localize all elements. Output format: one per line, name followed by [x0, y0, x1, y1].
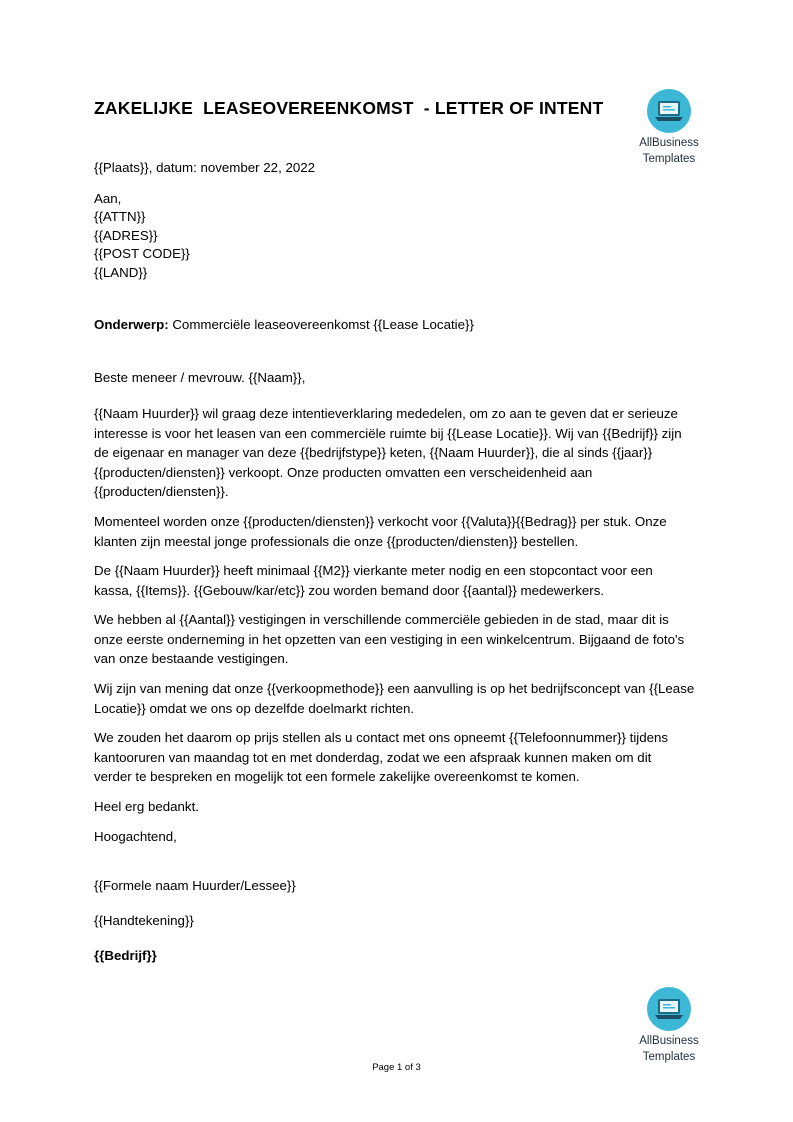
recipient-line: Aan, — [94, 191, 122, 206]
recipient-line: {{LAND}} — [94, 264, 148, 280]
paragraph-5: Wij zijn van mening dat onze {{verkoopmethode}} een aanvulling is op het bedrijfsconcept van {{Lease Locatie}} omdat we ons op dezelfde doelmarkt richten. — [94, 681, 695, 716]
allbusiness-logo-footer — [631, 986, 707, 1064]
recipient-line: {{POST CODE}} — [94, 246, 190, 262]
document-title: ZAKELIJKE LEASEOVEREENKOMST - LETTER OF INTENT — [94, 98, 604, 118]
logo-text-line1: AllBusiness — [639, 1035, 699, 1047]
recipient-line: {{ATTN}} — [94, 209, 146, 225]
paragraph-2: Momenteel worden onze {{producten/diensten}} verkocht voor {{Valuta}}{{Bedrag}} per stuk. Onze klanten zijn meestal jonge professionals die onze {{producten/diensten}} bestellen. — [94, 514, 667, 549]
laptop-icon — [646, 986, 692, 1032]
allbusiness-logo — [631, 88, 707, 166]
paragraph-3: De {{Naam Huurder}} heeft minimaal {{M2}} vierkante meter nodig en een stopcontact voor een kassa, {{Items}}. {{Gebouw/kar/etc}} zou worden bemand door {{aantal}} medewerkers. — [94, 563, 653, 598]
subject-label: Onderwerp: — [94, 317, 169, 332]
paragraph-1: {{Naam Huurder}} wil graag deze intentieverklaring mededelen, om zo aan te geven dat er serieuze interesse is voor het leasen van een commerciële ruimte bij {{Lease Locatie}}. Wij van {{Bedrijf}} zijn de eigenaar en manager van deze {{bedrijfstype}} keten, {{Naam Huurder}}, die al sinds {{jaar}} {{producten/diensten}} verkoopt. Onze producten omvatten een verscheidenheid aan {{producten/diensten}}. — [94, 406, 682, 499]
laptop-icon — [646, 88, 692, 134]
subject-line — [94, 315, 714, 335]
logo-text-line2: Templates — [642, 153, 696, 165]
place-date: {{Plaats}}, datum: november 22, 2022 — [94, 160, 316, 175]
logo-text-line1: AllBusiness — [639, 137, 699, 149]
logo-text-line2: Templates — [642, 1051, 696, 1063]
recipient-block — [94, 190, 714, 282]
signature-placeholder: {{Handtekening}} — [94, 913, 194, 928]
salutation: Beste meneer / mevrouw. {{Naam}}, — [94, 370, 306, 385]
paragraph-6: We zouden het daarom op prijs stellen als u contact met ons opneemt {{Telefoonnummer}} tijdens kantooruren van maandag tot en met donderdag, zodat we een afspraak kunnen maken om dit verder te bespreken en mogelijk tot een formele zakelijke overeenkomst te komen. — [94, 730, 669, 784]
company-name: {{Bedrijf}} — [94, 948, 157, 963]
page-number: Page 1 of 3 — [372, 1062, 421, 1073]
thanks-line: Heel erg bedankt. — [94, 799, 199, 814]
closing-line: Hoogachtend, — [94, 829, 177, 844]
recipient-line: {{ADRES}} — [94, 227, 158, 243]
signer-name: {{Formele naam Huurder/Lessee}} — [94, 878, 296, 893]
paragraph-4: We hebben al {{Aantal}} vestigingen in verschillende commerciële gebieden in de stad, maar dit is onze eerste onderneming in het opzetten van een vestiging in een winkelcentrum. Bijgaand de foto's van onze bestaande vestigingen. — [94, 612, 685, 666]
subject-text: Commerciële leaseovereenkomst {{Lease Locatie}} — [168, 317, 474, 332]
